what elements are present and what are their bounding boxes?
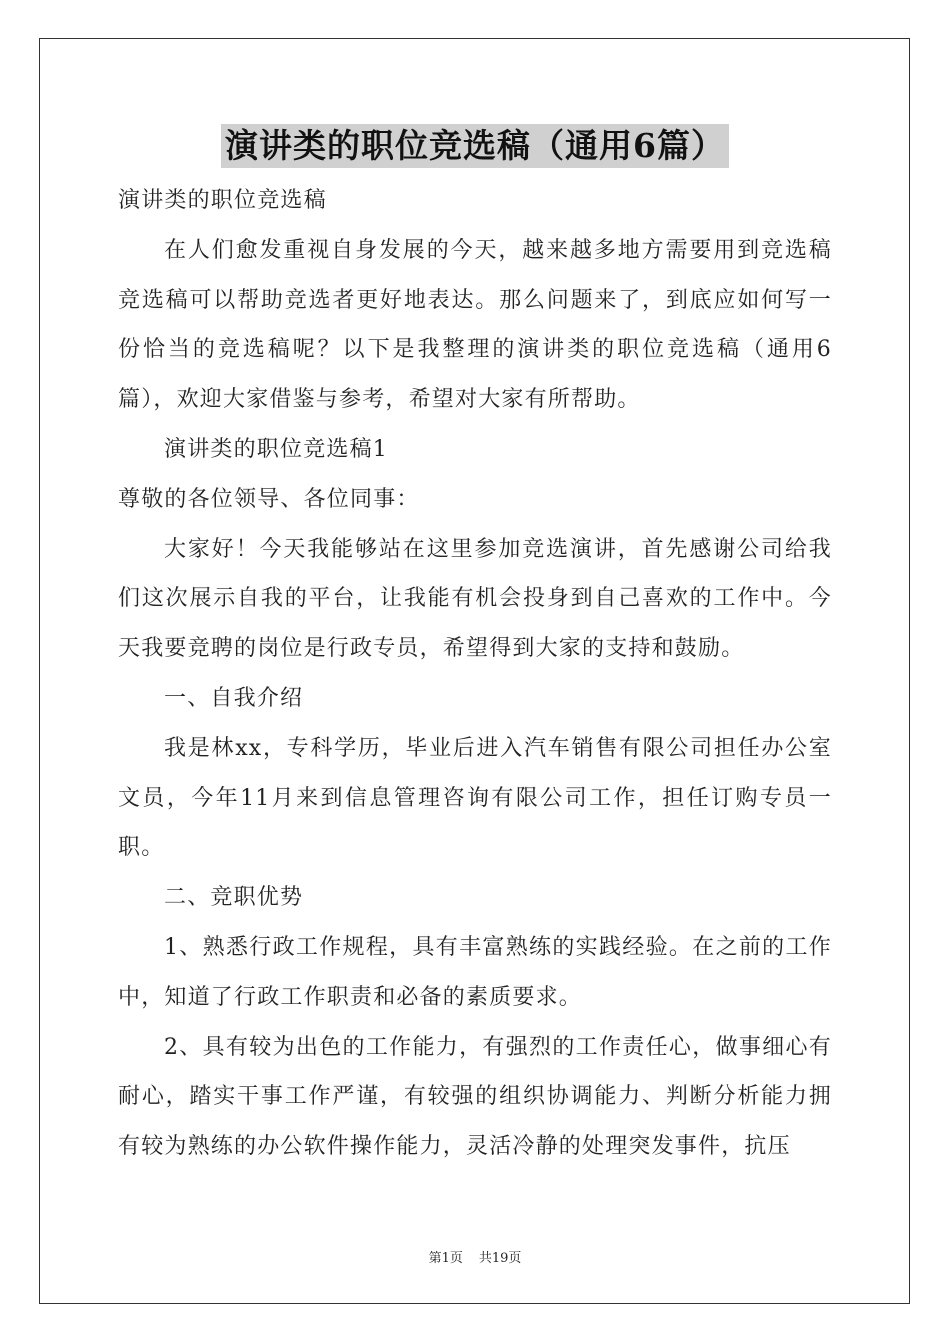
paragraph: 大家好！今天我能够站在这里参加竞选演讲，首先感谢公司给我们这次展示自我的平台，让我能有机会投身到自己喜欢的工作中。今天我要竞聘的岗位是行政专员，希望得到大家的支持和鼓励。 [118, 536, 832, 662]
document-title: 演讲类的职位竞选稿（通用6篇） [221, 124, 729, 168]
paragraph: 在人们愈发重视自身发展的今天，越来越多地方需要用到竞选稿竞选稿可以帮助竞选者更好地表达。那么问题来了，到底应如何写一份恰当的竞选稿呢？以下是我整理的演讲类的职位竞选稿（通用6篇），欢迎大家借鉴与参考，希望对大家有所帮助。 [118, 237, 832, 413]
section-heading: 演讲类的职位竞选稿1 [164, 436, 388, 462]
paragraph: 2、具有较为出色的工作能力，有强烈的工作责任心，做事细心有耐心，踏实干事工作严谨，有较强的组织协调能力、判断分析能力拥有较为熟练的办公软件操作能力，灵活冷静的处理突发事件，抗压 [118, 1034, 832, 1160]
page-number: 第1页 [428, 1251, 463, 1266]
section-heading: 一、自我介绍 [164, 685, 304, 711]
paragraph: 我是林xx，专科学历，毕业后进入汽车销售有限公司担任办公室文员，今年11月来到信息管理咨询有限公司工作，担任订购专员一职。 [118, 735, 832, 861]
page-total: 共19页 [478, 1251, 522, 1266]
document-body [118, 176, 832, 1172]
paragraph: 演讲类的职位竞选稿 [118, 188, 327, 213]
page-footer [0, 1247, 950, 1266]
salutation: 尊敬的各位领导、各位同事： [118, 486, 420, 512]
paragraph: 1、熟悉行政工作规程，具有丰富熟练的实践经验。在之前的工作中，知道了行政工作职责和必备的素质要求。 [118, 934, 832, 1010]
title-container [0, 124, 950, 168]
section-heading: 二、竞职优势 [164, 885, 304, 911]
